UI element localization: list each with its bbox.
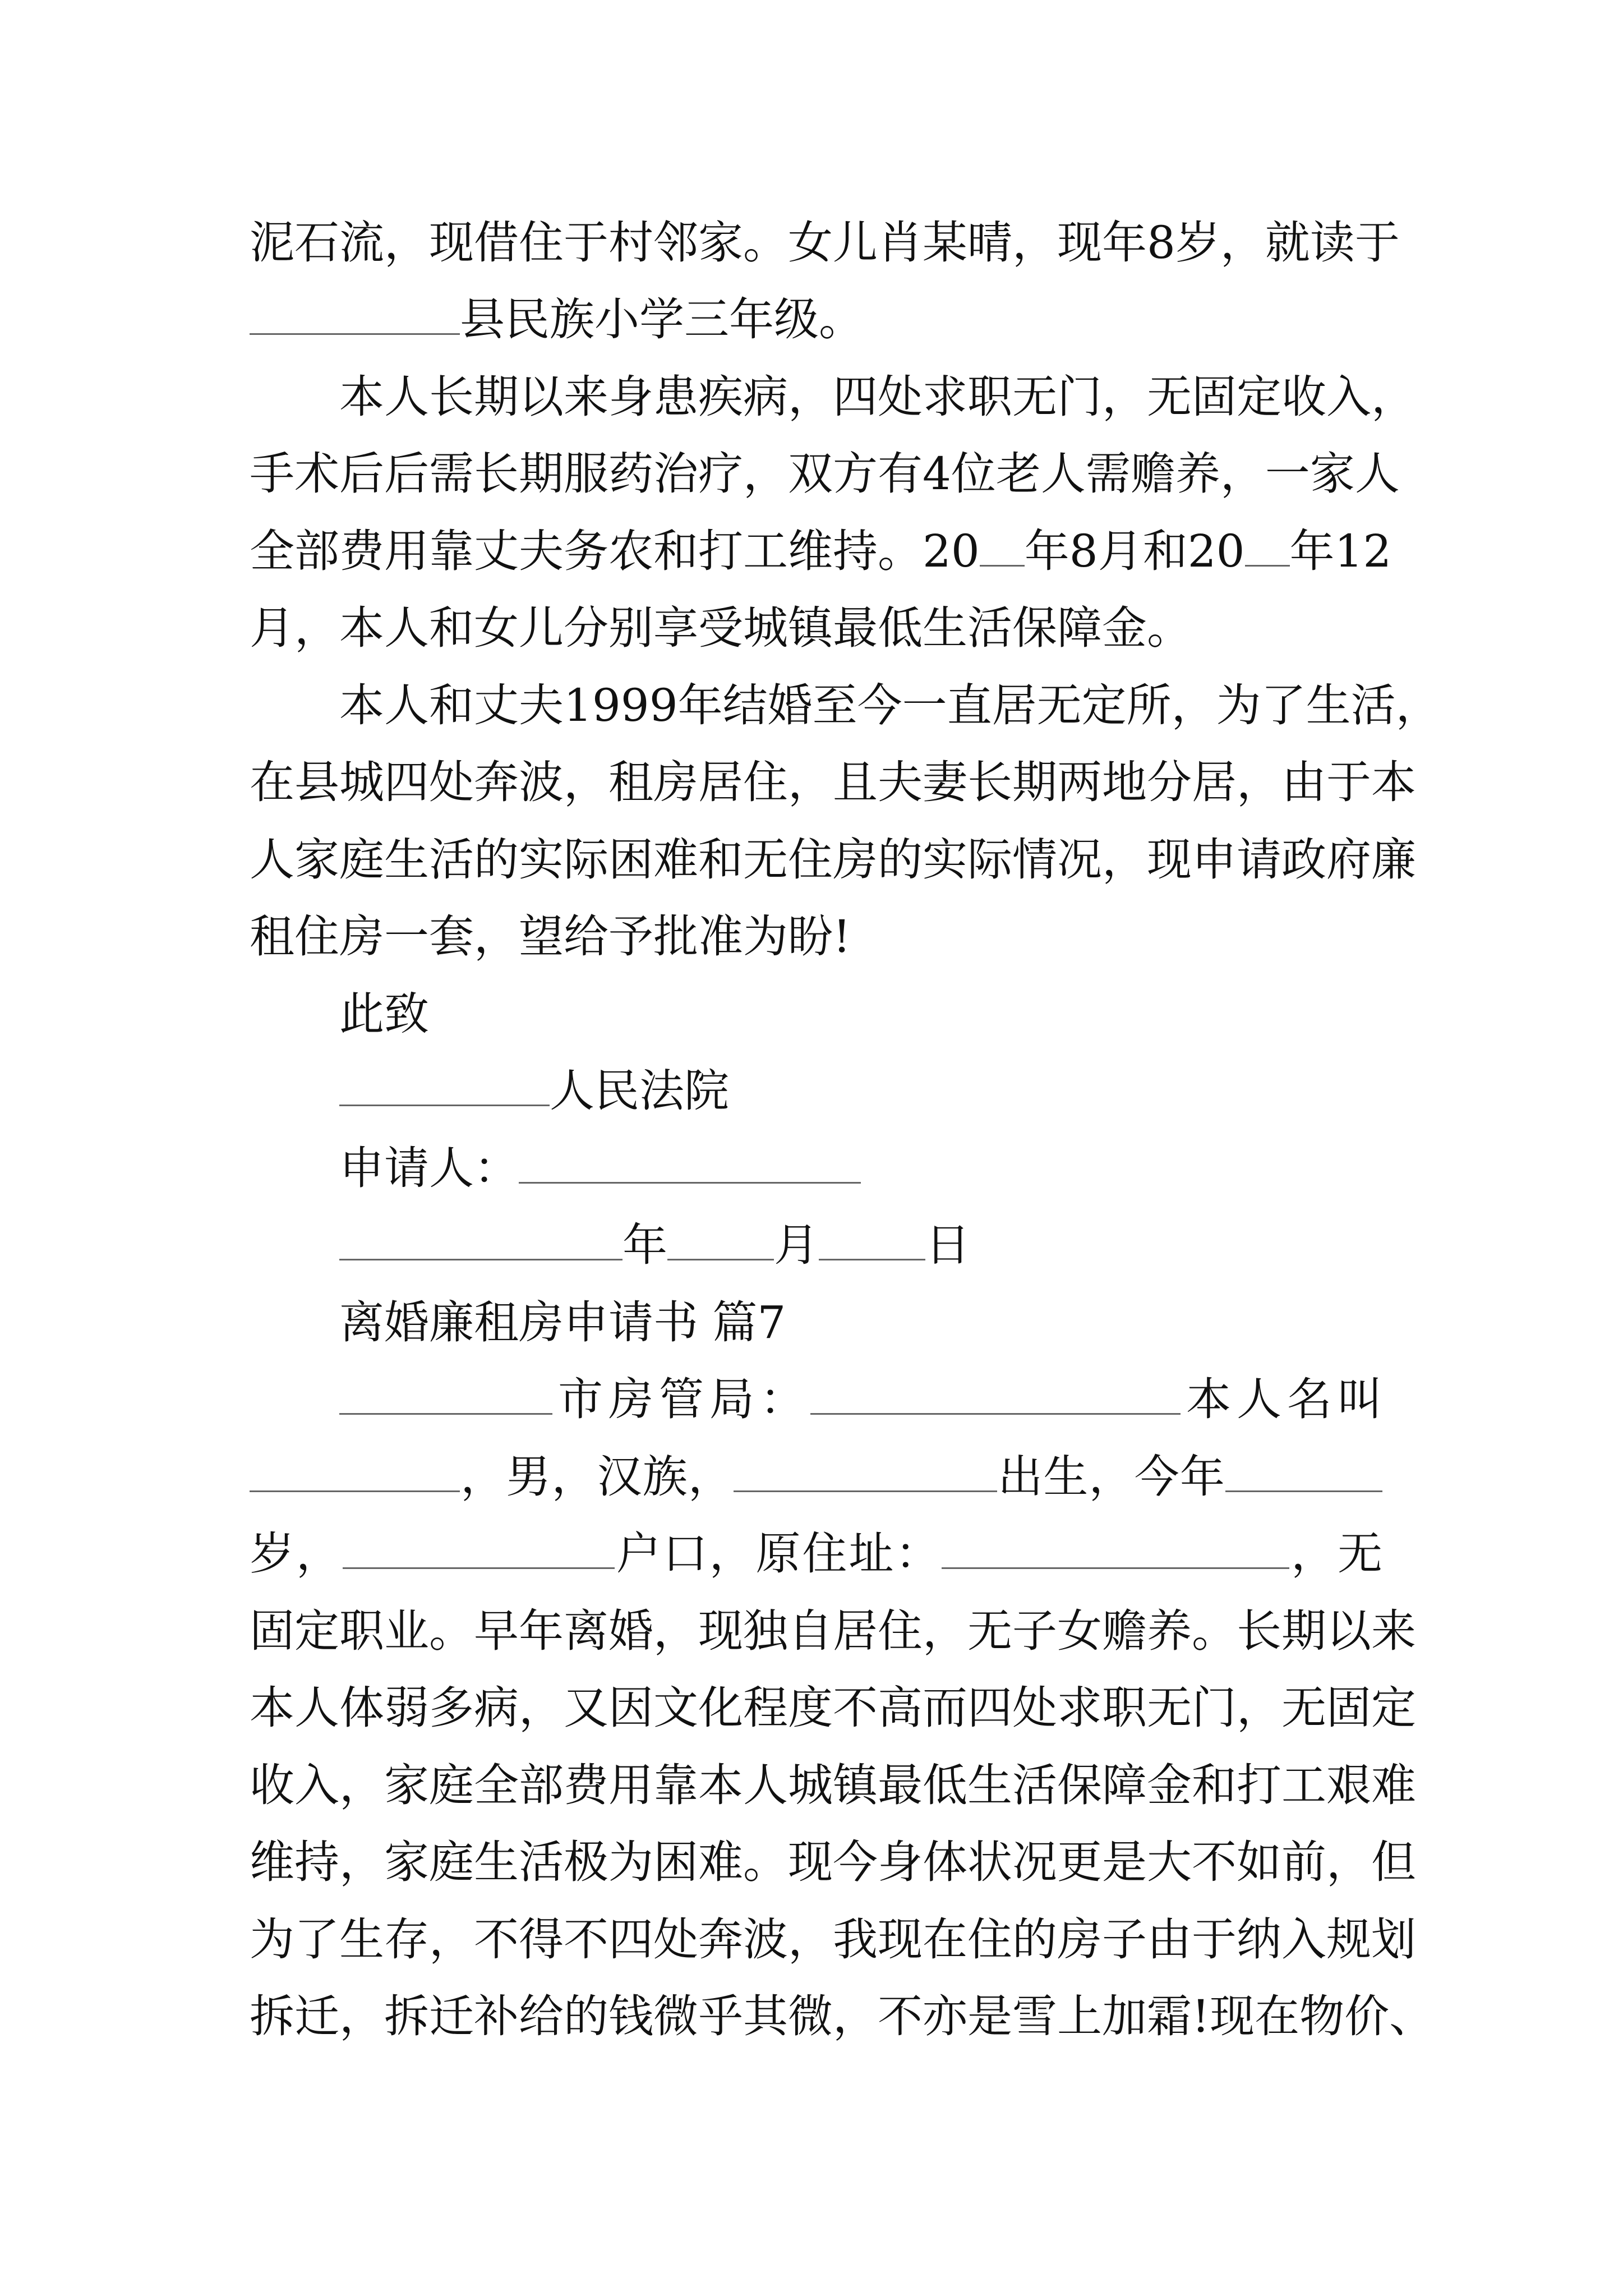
fill-in-blank [1245, 529, 1290, 567]
fill-in-blank [819, 1223, 925, 1260]
fill-in-blank [734, 1455, 997, 1492]
text-run: 户口，原住址： [614, 1527, 942, 1580]
paragraph-line [339, 355, 1416, 439]
text-run: 月 [774, 1219, 819, 1271]
date-line [339, 1203, 1382, 1287]
section-heading [339, 1281, 1382, 1365]
text-run: 收入，家庭全部费用靠本人城镇最低生活保障金和打工艰难 [250, 1759, 1416, 1811]
paragraph-line [250, 1512, 1382, 1596]
paragraph-line [250, 201, 1400, 285]
text-run: ，无 [1289, 1527, 1383, 1580]
paragraph-line [250, 278, 1382, 362]
text-run: 岁， [250, 1527, 343, 1580]
fill-in-blank [1225, 1455, 1382, 1492]
text-run: ，男，汉族， [460, 1451, 734, 1503]
applicant-line [339, 1126, 1382, 1211]
text-run: 年8月和20 [1024, 525, 1245, 577]
text-run: 市房管局： [552, 1373, 810, 1425]
paragraph-line [250, 1435, 1382, 1519]
text-run: 全部费用靠丈夫务农和打工维持。20 [250, 525, 980, 577]
fill-in-blank [942, 1531, 1289, 1569]
paragraph-line [250, 740, 1416, 825]
paragraph-line [250, 818, 1416, 902]
text-run: 本人长期以来身患疾病，四处求职无门，无固定收入， [339, 371, 1416, 423]
paragraph-line [250, 1975, 1435, 2059]
text-run: 月，本人和女儿分别享受城镇最低生活保障金。 [250, 602, 1192, 654]
text-run: 泥石流，现借住于村邻家。女儿肖某晴，现年8岁，就读于 [250, 217, 1400, 269]
paragraph-line [339, 664, 1441, 748]
text-run: 本人体弱多病，又因文化程度不高而四处求职无门，无固定 [250, 1682, 1416, 1734]
fill-in-blank [519, 1146, 861, 1184]
paragraph-line [339, 1358, 1382, 1442]
text-run: 为了生存，不得不四处奔波，我现在住的房子由于纳入规划 [250, 1913, 1416, 1966]
text-run: 维持，家庭生活极为困难。现今身体状况更是大不如前，但 [250, 1836, 1416, 1888]
text-run: 本人名叫 [1181, 1373, 1382, 1425]
fill-in-blank [339, 1069, 550, 1106]
text-run: 本人和丈夫1999年结婚至今一直居无定所，为了生活， [339, 679, 1441, 731]
fill-in-blank [343, 1531, 615, 1569]
text-run: 固定职业。早年离婚，现独自居住，无子女赡养。长期以来 [250, 1605, 1416, 1657]
text-run: 申请人： [339, 1142, 519, 1194]
text-run: 手术后后需长期服药治疗，双方有4位老人需赡养，一家人 [250, 448, 1400, 500]
paragraph-line [250, 1898, 1416, 1982]
text-run: 在县城四处奔波，租房居住，且夫妻长期两地分居，由于本 [250, 756, 1416, 808]
text-run: 租住房一套，望给予批准为盼! [250, 910, 851, 963]
fill-in-blank [339, 1223, 623, 1260]
paragraph-line [250, 1743, 1416, 1828]
fill-in-blank [667, 1223, 774, 1260]
text-run: 年12 [1289, 525, 1392, 577]
text-run: 出生，今年 [997, 1451, 1226, 1503]
fill-in-blank [250, 1455, 460, 1492]
text-run: 此致 [339, 988, 429, 1040]
recipient-line [339, 1049, 1382, 1133]
paragraph-line [250, 1589, 1416, 1673]
paragraph-line [250, 1820, 1416, 1904]
fill-in-blank [980, 529, 1025, 567]
text-run: 年 [623, 1219, 667, 1271]
paragraph-line [250, 1666, 1416, 1750]
fill-in-blank [250, 297, 460, 335]
paragraph-line [250, 432, 1400, 516]
text-run: 日 [925, 1219, 970, 1271]
text-run: 县民族小学三年级。 [460, 293, 864, 346]
fill-in-blank [810, 1377, 1181, 1415]
salutation [339, 972, 1382, 1056]
text-run: 离婚廉租房申请书 篇7 [339, 1296, 786, 1349]
paragraph-line [250, 895, 1382, 979]
paragraph-line [250, 586, 1382, 670]
text-run: 拆迁，拆迁补给的钱微乎其微，不亦是雪上加霜!现在物价、 [250, 1990, 1435, 2042]
text-run: 人家庭生活的实际困难和无住房的实际情况，现申请政府廉 [250, 834, 1416, 886]
paragraph-line [250, 509, 1392, 593]
text-run: 人民法院 [550, 1065, 729, 1117]
fill-in-blank [339, 1377, 552, 1415]
